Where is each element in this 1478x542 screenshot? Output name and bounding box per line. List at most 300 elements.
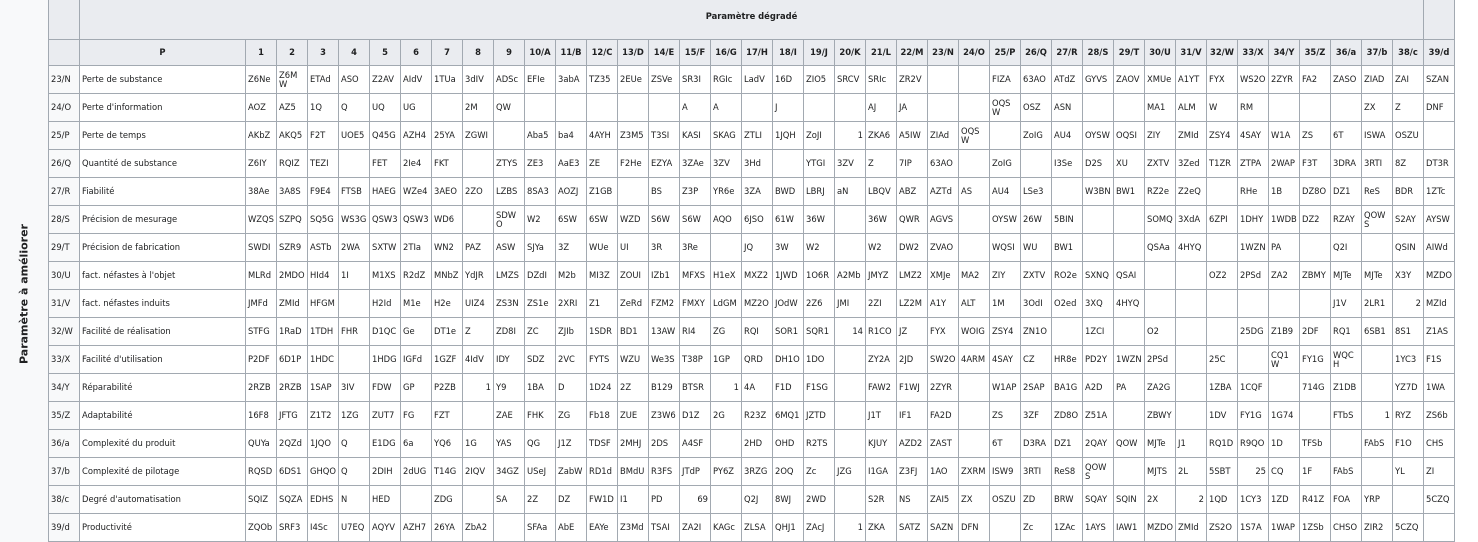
matrix-cell: SXNQ xyxy=(1083,262,1114,290)
matrix-cell: ZG xyxy=(711,318,742,346)
matrix-cell: DT3R xyxy=(1424,150,1455,178)
row-code: 29/T xyxy=(49,234,80,262)
matrix-cell: 3XdA xyxy=(1176,206,1207,234)
row-parameter-name: Quantité de substance xyxy=(80,150,246,178)
matrix-cell: Q2J xyxy=(742,486,773,514)
matrix-cell: YL xyxy=(1393,458,1424,486)
matrix-cell: BS xyxy=(649,178,680,206)
matrix-cell xyxy=(990,514,1021,542)
column-header: 11/B xyxy=(556,40,587,66)
row-parameter-name: Précision de fabrication xyxy=(80,234,246,262)
matrix-cell xyxy=(1300,234,1331,262)
matrix-cell: F1D xyxy=(773,374,804,402)
matrix-cell: AZTd xyxy=(928,178,959,206)
matrix-cell: ZDG xyxy=(432,486,463,514)
matrix-cell xyxy=(835,234,866,262)
matrix-cell: D1Z xyxy=(680,402,711,430)
matrix-cell: WQSI xyxy=(990,234,1021,262)
matrix-cell: CQ1W xyxy=(1269,346,1300,374)
matrix-cell: 1CQF xyxy=(1238,374,1269,402)
matrix-cell: 2Z xyxy=(618,374,649,402)
matrix-cell: Q xyxy=(339,430,370,458)
matrix-cell: SR3I xyxy=(680,66,711,94)
matrix-cell xyxy=(1362,458,1393,486)
column-header: 2 xyxy=(277,40,308,66)
matrix-cell: 2OQ xyxy=(773,458,804,486)
matrix-cell: AKQ5 xyxy=(277,122,308,150)
column-header: 17/H xyxy=(742,40,773,66)
matrix-cell: 8S1 xyxy=(1393,318,1424,346)
matrix-cell: JZTD xyxy=(804,402,835,430)
matrix-cell: MLRd xyxy=(246,262,277,290)
matrix-cell: RQI xyxy=(742,318,773,346)
matrix-cell xyxy=(494,514,525,542)
matrix-cell: SRCV xyxy=(835,66,866,94)
matrix-cell: SJYa xyxy=(525,234,556,262)
matrix-cell: D2S xyxy=(1083,150,1114,178)
matrix-cell xyxy=(618,178,649,206)
matrix-cell: 1D xyxy=(1269,430,1300,458)
matrix-cell: OQSW xyxy=(959,122,990,150)
matrix-cell: HFGM xyxy=(308,290,339,318)
matrix-cell: 1WZN xyxy=(1238,234,1269,262)
matrix-cell: LBQV xyxy=(866,178,897,206)
matrix-cell xyxy=(1362,374,1393,402)
matrix-cell: ZoJI xyxy=(804,122,835,150)
matrix-cell: 8WJ xyxy=(773,486,804,514)
matrix-cell: 2VC xyxy=(556,346,587,374)
matrix-cell xyxy=(525,94,556,122)
matrix-cell: DZ8O xyxy=(1300,178,1331,206)
row-code: 34/Y xyxy=(49,374,80,402)
matrix-cell xyxy=(1145,262,1176,290)
matrix-cell: 4IdV xyxy=(463,346,494,374)
matrix-cell: JMFd xyxy=(246,290,277,318)
column-header: 23/N xyxy=(928,40,959,66)
matrix-cell: EDHS xyxy=(308,486,339,514)
table-row xyxy=(49,262,1455,290)
matrix-cell: ZAE xyxy=(494,402,525,430)
matrix-cell: 1AO xyxy=(928,458,959,486)
table-row xyxy=(49,206,1455,234)
matrix-cell: DZ1 xyxy=(1331,178,1362,206)
matrix-cell xyxy=(1393,486,1424,514)
matrix-cell: 1WDB xyxy=(1269,206,1300,234)
table-row xyxy=(49,290,1455,318)
matrix-cell: S2AY xyxy=(1393,206,1424,234)
column-header: 18/I xyxy=(773,40,804,66)
matrix-cell: 3A8S xyxy=(277,178,308,206)
matrix-cell: LSe3 xyxy=(1021,178,1052,206)
matrix-cell: W1A xyxy=(1269,122,1300,150)
row-code: 31/V xyxy=(49,290,80,318)
matrix-cell: IDY xyxy=(494,346,525,374)
matrix-cell: AZD2 xyxy=(897,430,928,458)
matrix-cell: FAbS xyxy=(1362,430,1393,458)
matrix-cell: 2Z xyxy=(525,486,556,514)
matrix-cell xyxy=(556,94,587,122)
matrix-cell: MNbZ xyxy=(432,262,463,290)
matrix-cell: CHSO xyxy=(1331,514,1362,542)
matrix-cell: FDW xyxy=(370,374,401,402)
matrix-cell: EAYe xyxy=(587,514,618,542)
matrix-cell: AOZ xyxy=(246,94,277,122)
matrix-cell: 2 xyxy=(1176,486,1207,514)
matrix-cell: Z3W6 xyxy=(649,402,680,430)
matrix-cell xyxy=(1114,234,1145,262)
matrix-cell: BRW xyxy=(1052,486,1083,514)
matrix-cell: 2TIa xyxy=(401,234,432,262)
matrix-cell: 3ZV xyxy=(835,150,866,178)
row-parameter-name: Adaptabilité xyxy=(80,402,246,430)
matrix-cell: W2 xyxy=(866,234,897,262)
matrix-cell: RD1d xyxy=(587,458,618,486)
matrix-cell: PD2Y xyxy=(1083,346,1114,374)
matrix-cell: 1S7A xyxy=(1238,514,1269,542)
matrix-cell: 38Ae xyxy=(246,178,277,206)
matrix-cell: ASN xyxy=(1052,94,1083,122)
matrix-cell: 1M xyxy=(990,290,1021,318)
matrix-cell: J1 xyxy=(1176,430,1207,458)
matrix-cell: ZIY xyxy=(990,262,1021,290)
matrix-cell: W2 xyxy=(804,234,835,262)
matrix-cell xyxy=(1269,94,1300,122)
matrix-cell: 2IQV xyxy=(463,458,494,486)
column-header: 19/J xyxy=(804,40,835,66)
matrix-cell: Zc xyxy=(804,458,835,486)
matrix-cell xyxy=(959,402,990,430)
matrix-cell: FYX xyxy=(1207,66,1238,94)
matrix-cell: WZQS xyxy=(246,206,277,234)
matrix-cell: UQ xyxy=(370,94,401,122)
table-row xyxy=(49,402,1455,430)
matrix-cell: FTbS xyxy=(1331,402,1362,430)
matrix-cell: 1JQO xyxy=(308,430,339,458)
matrix-cell: ZXTV xyxy=(1145,150,1176,178)
matrix-cell: 3R xyxy=(649,234,680,262)
matrix-cell: J xyxy=(773,94,804,122)
matrix-cell: YTGI xyxy=(804,150,835,178)
column-header: 6 xyxy=(401,40,432,66)
matrix-cell: SAZN xyxy=(928,514,959,542)
matrix-cell: ADSc xyxy=(494,66,525,94)
matrix-cell: ZUT7 xyxy=(370,402,401,430)
matrix-cell: AU4 xyxy=(990,178,1021,206)
matrix-cell: 6MQ1 xyxy=(773,402,804,430)
matrix-cell xyxy=(959,150,990,178)
matrix-cell: LZBS xyxy=(494,178,525,206)
matrix-cell: MA2 xyxy=(959,262,990,290)
matrix-cell: FTSB xyxy=(339,178,370,206)
matrix-cell: EZYA xyxy=(649,150,680,178)
matrix-cell: YR6e xyxy=(711,178,742,206)
matrix-cell: IZb1 xyxy=(649,262,680,290)
contradiction-matrix-table xyxy=(48,0,1455,542)
matrix-cell: SZR9 xyxy=(277,234,308,262)
matrix-cell: 2HD xyxy=(742,430,773,458)
matrix-cell: HAEG xyxy=(370,178,401,206)
matrix-cell: S6W xyxy=(649,206,680,234)
matrix-cell: ZMId xyxy=(1176,122,1207,150)
matrix-cell: 2Z6 xyxy=(804,290,835,318)
matrix-cell: Z3M5 xyxy=(618,122,649,150)
matrix-cell: Q2I xyxy=(1331,234,1362,262)
matrix-cell: ZD8I xyxy=(494,318,525,346)
matrix-cell: 1TUa xyxy=(432,66,463,94)
matrix-cell xyxy=(928,94,959,122)
matrix-cell: JQ xyxy=(742,234,773,262)
matrix-cell: 61W xyxy=(773,206,804,234)
matrix-cell: 2MHJ xyxy=(618,430,649,458)
row-code: 36/a xyxy=(49,430,80,458)
matrix-cell: ETAd xyxy=(308,66,339,94)
row-code: 24/O xyxy=(49,94,80,122)
column-header: 34/Y xyxy=(1269,40,1300,66)
matrix-cell: RZAY xyxy=(1331,206,1362,234)
matrix-cell: 1DHY xyxy=(1238,206,1269,234)
matrix-cell: AZH7 xyxy=(401,514,432,542)
matrix-cell: ZS xyxy=(1300,122,1331,150)
matrix-cell xyxy=(1176,290,1207,318)
matrix-cell: 3Hd xyxy=(742,150,773,178)
matrix-cell: H1eX xyxy=(711,262,742,290)
matrix-cell: 2RZB xyxy=(277,374,308,402)
matrix-cell: 1JWD xyxy=(773,262,804,290)
matrix-cell: 3W xyxy=(773,234,804,262)
matrix-cell xyxy=(494,122,525,150)
matrix-cell: LMZ2 xyxy=(897,262,928,290)
matrix-cell: QOW xyxy=(1114,430,1145,458)
matrix-cell xyxy=(773,150,804,178)
matrix-cell: Z xyxy=(1393,94,1424,122)
matrix-cell: A1YT xyxy=(1176,66,1207,94)
row-parameter-name: Fiabilité xyxy=(80,178,246,206)
matrix-cell xyxy=(1083,206,1114,234)
matrix-cell: QW xyxy=(494,94,525,122)
matrix-cell: 3Z xyxy=(556,234,587,262)
matrix-cell xyxy=(1238,290,1269,318)
matrix-cell: J1Z xyxy=(556,430,587,458)
matrix-cell: QHJ1 xyxy=(773,514,804,542)
matrix-cell: D1QC xyxy=(370,318,401,346)
matrix-cell: 8SA3 xyxy=(525,178,556,206)
row-parameter-name: Facilité d'utilisation xyxy=(80,346,246,374)
matrix-cell: QUYa xyxy=(246,430,277,458)
matrix-cell: F1O xyxy=(1393,430,1424,458)
matrix-cell: ZS xyxy=(990,402,1021,430)
matrix-cell: 3AEO xyxy=(432,178,463,206)
matrix-cell: J1T xyxy=(866,402,897,430)
matrix-cell: ASTb xyxy=(308,234,339,262)
matrix-cell: 4ARM xyxy=(959,346,990,374)
matrix-cell: AIdV xyxy=(401,66,432,94)
matrix-cell: J1V xyxy=(1331,290,1362,318)
matrix-cell xyxy=(1176,374,1207,402)
matrix-cell: FHR xyxy=(339,318,370,346)
matrix-cell: 2QAY xyxy=(1083,430,1114,458)
matrix-cell: H2Id xyxy=(370,290,401,318)
matrix-cell: 3Re xyxy=(680,234,711,262)
matrix-cell: Y9 xyxy=(494,374,525,402)
matrix-cell: 2X xyxy=(1145,486,1176,514)
matrix-cell: 2PSd xyxy=(1145,346,1176,374)
matrix-cell: JMYZ xyxy=(866,262,897,290)
matrix-cell: BTSR xyxy=(680,374,711,402)
matrix-cell xyxy=(1331,94,1362,122)
matrix-cell: 2L xyxy=(1176,458,1207,486)
matrix-cell: TDSF xyxy=(587,430,618,458)
matrix-cell: 3ZAe xyxy=(680,150,711,178)
matrix-cell: GYVS xyxy=(1083,66,1114,94)
matrix-cell: DZ1 xyxy=(1052,430,1083,458)
matrix-cell: QSIN xyxy=(1393,234,1424,262)
matrix-cell: SKAG xyxy=(711,122,742,150)
matrix-cell: FET xyxy=(370,150,401,178)
matrix-cell: 3DRA xyxy=(1331,150,1362,178)
matrix-cell: SRF3 xyxy=(277,514,308,542)
matrix-cell: 4HYQ xyxy=(1114,290,1145,318)
matrix-cell: 1G xyxy=(463,430,494,458)
matrix-cell: OZ2 xyxy=(1207,262,1238,290)
column-header: 13/D xyxy=(618,40,649,66)
matrix-cell: 26YA xyxy=(432,514,463,542)
column-header: 24/O xyxy=(959,40,990,66)
matrix-cell: ZS1e xyxy=(525,290,556,318)
column-header: 25/P xyxy=(990,40,1021,66)
matrix-cell: 6SW xyxy=(587,206,618,234)
matrix-cell: ZE xyxy=(587,150,618,178)
matrix-cell: UOE5 xyxy=(339,122,370,150)
matrix-cell: SQ5G xyxy=(308,206,339,234)
matrix-cell: 1ZG xyxy=(339,402,370,430)
matrix-cell: Q xyxy=(339,458,370,486)
matrix-cell: BA1G xyxy=(1052,374,1083,402)
matrix-cell: SOR1 xyxy=(773,318,804,346)
matrix-cell: MZDO xyxy=(1145,514,1176,542)
matrix-cell xyxy=(432,94,463,122)
column-header: 37/b xyxy=(1362,40,1393,66)
matrix-cell xyxy=(1021,150,1052,178)
matrix-cell: AZH4 xyxy=(401,122,432,150)
matrix-cell: N xyxy=(339,486,370,514)
matrix-cell xyxy=(1083,234,1114,262)
matrix-cell: RZ2e xyxy=(1145,178,1176,206)
matrix-cell xyxy=(835,402,866,430)
matrix-cell: 1GP xyxy=(711,346,742,374)
matrix-cell xyxy=(1269,374,1300,402)
matrix-cell: HId4 xyxy=(308,262,339,290)
matrix-cell xyxy=(1145,290,1176,318)
matrix-cell: 5BIN xyxy=(1052,206,1083,234)
matrix-cell: 1G74 xyxy=(1269,402,1300,430)
matrix-cell: MI3Z xyxy=(587,262,618,290)
matrix-cell: SDZ xyxy=(525,346,556,374)
matrix-cell: D3RA xyxy=(1021,430,1052,458)
column-header: 8 xyxy=(463,40,494,66)
matrix-cell: FA2 xyxy=(1300,66,1331,94)
column-header: 14/E xyxy=(649,40,680,66)
matrix-cell: ZoIG xyxy=(1021,122,1052,150)
matrix-cell: Z xyxy=(463,318,494,346)
matrix-cell: TEZI xyxy=(308,150,339,178)
matrix-cell: U7EQ xyxy=(339,514,370,542)
matrix-cell: 3abA xyxy=(556,66,587,94)
matrix-cell: M2b xyxy=(556,262,587,290)
matrix-cell: BWD xyxy=(773,178,804,206)
matrix-cell: FMXY xyxy=(680,290,711,318)
matrix-cell: X3Y xyxy=(1393,262,1424,290)
matrix-cell: Z6MW xyxy=(277,66,308,94)
matrix-cell xyxy=(959,374,990,402)
matrix-cell: Z1B9 xyxy=(1269,318,1300,346)
matrix-cell xyxy=(1176,318,1207,346)
matrix-cell: 1DO xyxy=(804,346,835,374)
matrix-cell: ZeRd xyxy=(618,290,649,318)
matrix-cell xyxy=(742,94,773,122)
column-header: 35/Z xyxy=(1300,40,1331,66)
matrix-cell: 1CY3 xyxy=(1238,486,1269,514)
matrix-cell xyxy=(1362,234,1393,262)
matrix-cell: AIWd xyxy=(1424,234,1455,262)
matrix-cell: F1SG xyxy=(804,374,835,402)
matrix-cell: RQ1 xyxy=(1331,318,1362,346)
matrix-cell: 26W xyxy=(1021,206,1052,234)
matrix-cell: MFXS xyxy=(680,262,711,290)
matrix-cell: 69 xyxy=(680,486,711,514)
matrix-cell: AYSW xyxy=(1424,206,1455,234)
matrix-cell: ASO xyxy=(339,66,370,94)
matrix-cell: MXZ2 xyxy=(742,262,773,290)
matrix-cell: Z3FJ xyxy=(897,458,928,486)
matrix-cell: ZIR2 xyxy=(1362,514,1393,542)
matrix-cell xyxy=(835,94,866,122)
matrix-cell: ISWA xyxy=(1362,122,1393,150)
matrix-cell: 6D1P xyxy=(277,346,308,374)
matrix-cell: Aba5 xyxy=(525,122,556,150)
matrix-cell: YdJR xyxy=(463,262,494,290)
matrix-cell: W xyxy=(1207,94,1238,122)
matrix-cell: 2 xyxy=(1393,290,1424,318)
matrix-cell: OYSW xyxy=(1083,122,1114,150)
matrix-cell: R2TS xyxy=(804,430,835,458)
matrix-cell: 25DG xyxy=(1238,318,1269,346)
matrix-cell xyxy=(1207,318,1238,346)
matrix-cell: NS xyxy=(897,486,928,514)
matrix-cell: DFN xyxy=(959,514,990,542)
matrix-cell: 6T xyxy=(1331,122,1362,150)
matrix-cell: 1RaD xyxy=(277,318,308,346)
matrix-cell: OQSI xyxy=(1114,122,1145,150)
matrix-cell: ZSY4 xyxy=(990,318,1021,346)
matrix-cell: 1HDG xyxy=(370,346,401,374)
matrix-cell: We3S xyxy=(649,346,680,374)
matrix-cell: SATZ xyxy=(897,514,928,542)
matrix-cell: 3IV xyxy=(339,374,370,402)
matrix-cell xyxy=(1207,290,1238,318)
matrix-cell: BW1 xyxy=(1114,178,1145,206)
matrix-cell: 2ZO xyxy=(463,178,494,206)
matrix-cell xyxy=(959,94,990,122)
matrix-cell: F2He xyxy=(618,150,649,178)
matrix-cell: 1TDH xyxy=(308,318,339,346)
matrix-cell: ZIO5 xyxy=(804,66,835,94)
matrix-cell: YQ6 xyxy=(432,430,463,458)
matrix-cell: ZMId xyxy=(1176,514,1207,542)
matrix-cell: 6a xyxy=(401,430,432,458)
matrix-cell: 2WAP xyxy=(1269,150,1300,178)
matrix-cell: OHD xyxy=(773,430,804,458)
title-spacer-cell xyxy=(1424,0,1455,40)
